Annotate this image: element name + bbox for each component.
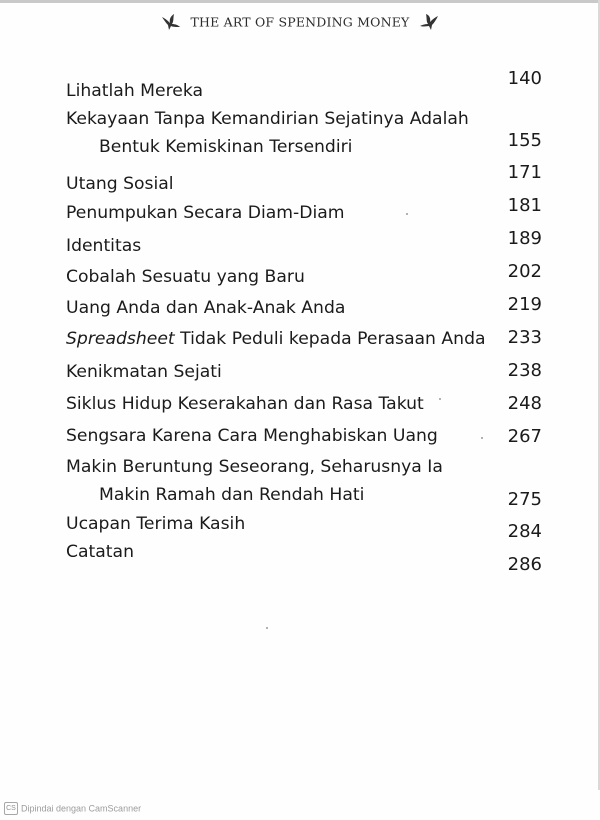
toc-entry-title: Siklus Hidup Keserakahan dan Rasa Takut: [66, 394, 424, 414]
toc-entry-page: 181: [507, 195, 542, 216]
toc-entry-title: Uang Anda dan Anak-Anak Anda: [66, 298, 346, 318]
toc-entry-title: Penumpukan Secara Diam-Diam: [66, 203, 345, 223]
camscanner-logo-icon: CS: [4, 802, 18, 815]
toc-entry-title-continuation: Bentuk Kemiskinan Tersendiri: [99, 137, 353, 157]
scan-speck: [266, 627, 268, 629]
toc-entry-title: Lihatlah Mereka: [66, 81, 204, 101]
scan-speck: [439, 398, 441, 400]
toc-entry-title: Utang Sosial: [66, 174, 174, 194]
toc-entry-page: 202: [507, 261, 542, 282]
toc-entry-title-italic: Spreadsheet: [66, 329, 175, 349]
toc-entry-page: 238: [507, 360, 542, 381]
toc-entry-page: 233: [507, 327, 542, 348]
toc-entry-title: Kekayaan Tanpa Kemandirian Sejatinya Adalah: [66, 109, 469, 129]
scanner-watermark-text: Dipindai dengan CamScanner: [21, 803, 142, 814]
toc-entry-page: 155: [507, 130, 542, 151]
scanner-watermark: [4, 802, 141, 815]
toc-entry-page: 171: [507, 162, 542, 183]
toc-entry-title: Identitas: [66, 236, 142, 256]
toc-entry-title: [66, 329, 486, 349]
scan-speck: [481, 437, 483, 439]
toc-entry-page: 284: [507, 521, 542, 542]
toc-entry-title: Makin Beruntung Seseorang, Seharusnya Ia: [66, 457, 443, 477]
toc-entry-page: 140: [507, 68, 542, 89]
toc-entry-title: Cobalah Sesuatu yang Baru: [66, 267, 305, 287]
toc-entry-page: 275: [507, 489, 542, 510]
toc-entry-title: Catatan: [66, 542, 134, 562]
running-head-title: THE ART OF SPENDING MONEY: [190, 14, 410, 30]
toc-entry-title: Ucapan Terima Kasih: [66, 514, 246, 534]
toc-entry-page: 189: [507, 228, 542, 249]
toc-entry-title-continuation: Makin Ramah dan Rendah Hati: [99, 485, 365, 505]
toc-entry-page: 286: [507, 554, 542, 575]
toc-entry-title: Kenikmatan Sejati: [66, 362, 222, 382]
toc-entry-title: Sengsara Karena Cara Menghabiskan Uang: [66, 426, 438, 446]
toc-entry-page: 248: [507, 393, 542, 414]
toc-entry-page: 267: [507, 426, 542, 447]
toc-entry-page: 219: [507, 294, 542, 315]
toc-entry-title-rest: Tidak Peduli kepada Perasaan Anda: [174, 329, 486, 349]
scan-speck: [406, 213, 408, 215]
